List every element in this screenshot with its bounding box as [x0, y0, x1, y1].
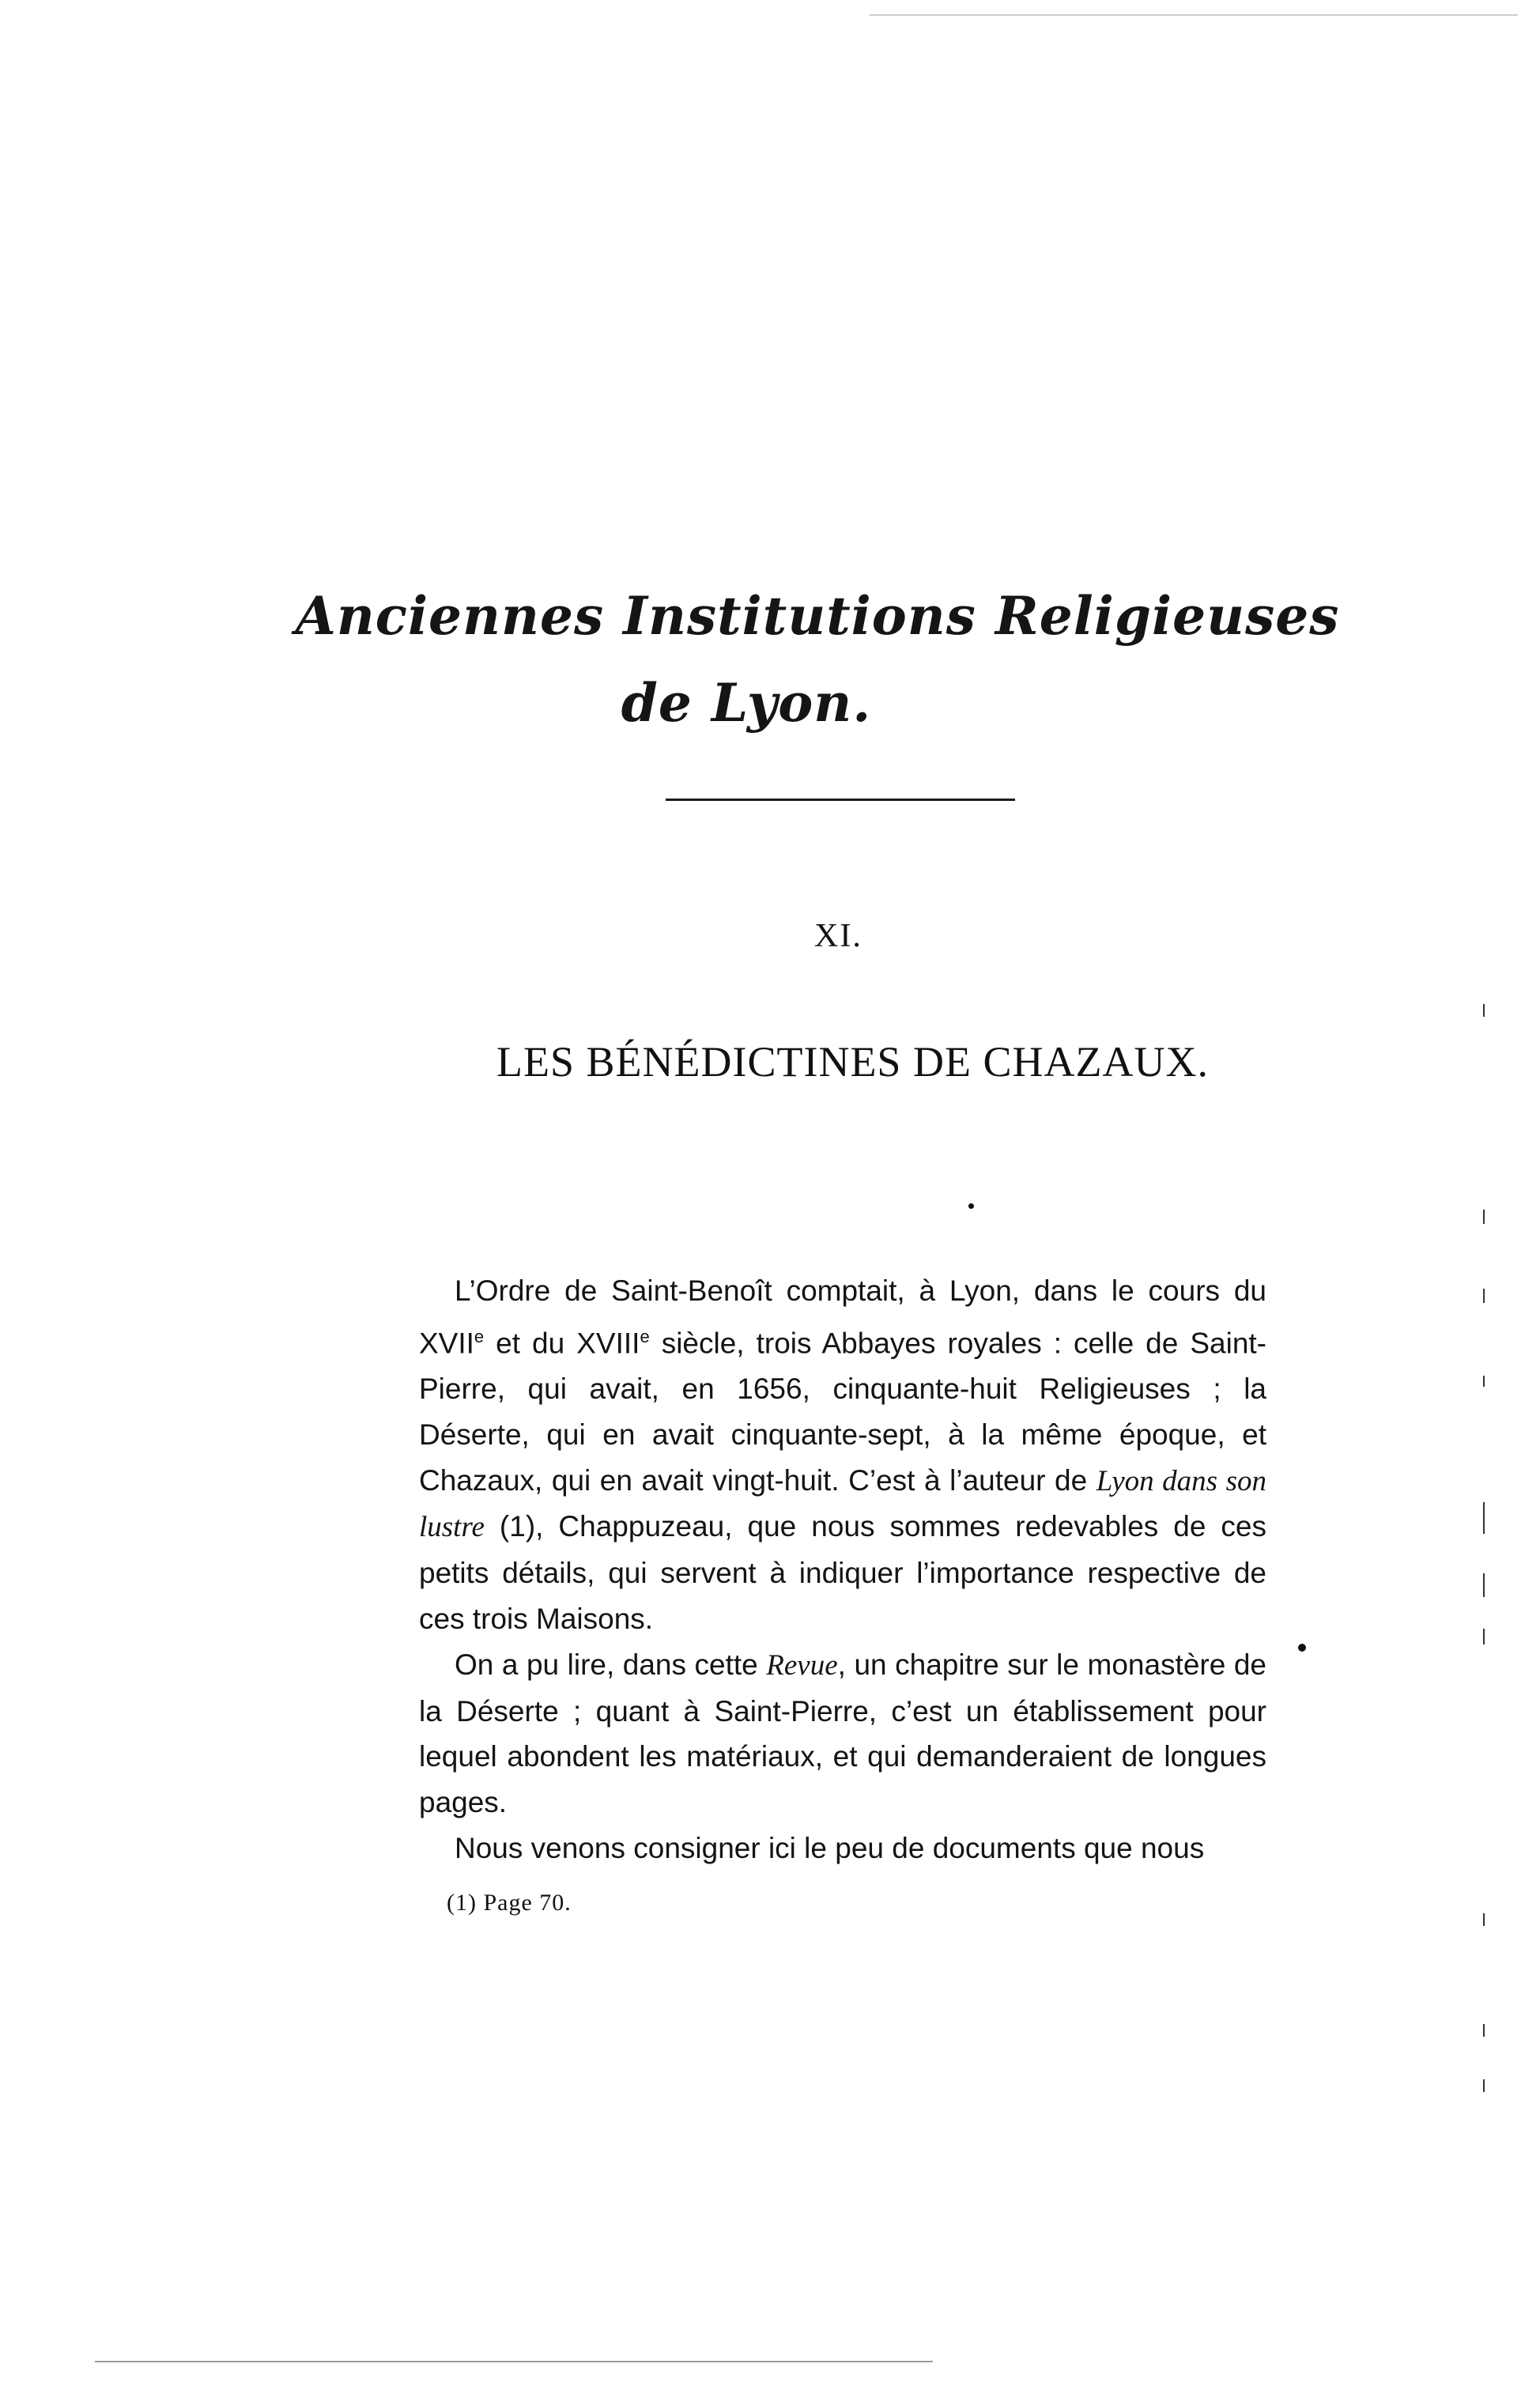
running-title-line-1: Anciennes Institutions Religieuses [295, 585, 1340, 647]
title-divider [666, 799, 1015, 801]
running-title-line-2: de Lyon. [621, 672, 872, 734]
margin-tick [1483, 1629, 1485, 1644]
margin-tick [1483, 1210, 1485, 1224]
line-end-bullet [1298, 1644, 1306, 1652]
scan-edge [95, 2361, 933, 2362]
book-title-italic: Lyon dans son lustre [419, 1464, 1267, 1544]
paragraph-3: Nous venons consigner ici le peu de documents que nous [455, 1831, 1205, 1864]
margin-tick [1483, 1289, 1485, 1303]
paragraph-1-text-a: L’Ordre de Saint-Benoît comptait, à Lyon, dans le cours du XVII [419, 1274, 1266, 1360]
paragraph-2 [419, 1642, 1266, 1826]
paragraph-1-text-b: et du XVIII [484, 1327, 640, 1360]
paragraph-1 [419, 1268, 1266, 1642]
margin-tick [1483, 2079, 1485, 2092]
margin-tick [1483, 2024, 1485, 2037]
chapter-title: LES BÉNÉDICTINES DE CHAZAUX. [496, 1038, 1209, 1086]
margin-tick [1483, 1376, 1485, 1387]
chapter-number: XI. [814, 918, 862, 954]
stray-dot [968, 1203, 974, 1209]
margin-tick [1483, 1913, 1485, 1926]
paragraph-1-text-c: siècle, trois Abbayes royales : celle de Saint-Pierre, qui avait, en 1656, cinquante-huit Religieuses ; la Déserte, qui en avait cinquante-sept, à la même époque, et Chazaux, qui en avait vingt-huit. C’est à l’auteur de [419, 1327, 1266, 1497]
paragraph-2-text-a: On a pu lire, dans cette [455, 1648, 767, 1681]
paragraph-1-text-d: (1), Chappuzeau, que nous sommes redevables de ces petits détails, qui servent à indiquer l’importance respective de ces trois Maisons. [419, 1510, 1266, 1635]
margin-tick [1483, 1502, 1485, 1534]
margin-tick [1483, 1004, 1485, 1017]
footnote: (1) Page 70. [447, 1890, 572, 1916]
scan-edge [870, 14, 1518, 16]
revue-italic: Revue [766, 1648, 838, 1682]
century-superscript-2: e [640, 1326, 650, 1346]
paragraph-2-text-b: , un chapitre sur le monastère de la Déserte ; quant à Saint-Pierre, c’est un établissement pour lequel abondent les matériaux, et qui demanderaient de longues pages. [419, 1648, 1266, 1819]
margin-tick [1483, 1573, 1485, 1597]
century-superscript-1: e [474, 1326, 485, 1346]
body-text [419, 1268, 1266, 1871]
